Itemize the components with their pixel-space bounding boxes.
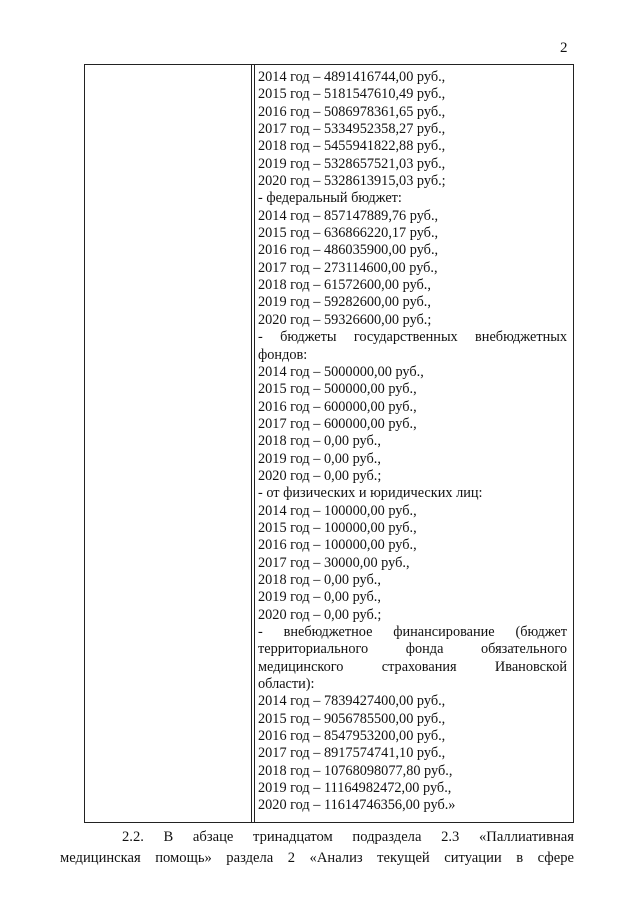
amount-line: 2014 год – 100000,00 руб., [258,502,417,519]
federal-heading: - федеральный бюджет: [258,190,402,207]
amount-line: 2015 год – 100000,00 руб., [258,519,417,536]
amount-line: 2016 год – 600000,00 руб., [258,398,417,415]
amount-line: 2018 год – 0,00 руб., [258,433,381,450]
amount-line: 2018 год – 10768098077,80 руб., [258,762,453,779]
page-number: 2 [560,40,568,56]
amount-line: 2014 год – 857147889,76 руб., [258,207,439,224]
amount-line: 2020 год – 11614746356,00 руб.» [258,797,456,814]
amount-line: 2019 год – 59282600,00 руб., [258,294,431,311]
funds-heading-cont: фондов: [258,346,308,363]
amount-line: 2017 год – 273114600,00 руб., [258,259,438,276]
amount-line: 2020 год – 59326600,00 руб.; [258,311,432,328]
amount-line: 2014 год – 5000000,00 руб., [258,363,424,380]
amount-line: 2019 год – 11164982472,00 руб., [258,780,452,797]
offbudget-heading: территориального фонда обязательного [258,641,567,658]
persons-heading: - от физических и юридических лиц: [258,485,483,502]
amount-line: 2016 год – 100000,00 руб., [258,537,417,554]
amount-line: 2016 год – 486035900,00 руб., [258,242,439,259]
amount-line: 2020 год – 5328613915,03 руб.; [258,173,446,190]
offbudget-heading: - внебюджетное финансирование (бюджет [258,624,567,640]
amount-line: 2015 год – 500000,00 руб., [258,381,417,398]
funds-heading: - бюджеты государственных внебюджетных [258,329,567,346]
funding-table [84,64,574,823]
amount-line: 2018 год – 61572600,00 руб., [258,277,431,294]
offbudget-heading: области): [258,676,315,693]
amount-line: 2019 год – 0,00 руб., [258,450,381,467]
amount-line: 2014 год – 4891416744,00 руб., [258,69,446,85]
column-divider [251,65,252,822]
amount-line: 2017 год – 5334952358,27 руб., [258,121,446,138]
amount-line: 2016 год – 5086978361,65 руб., [258,103,446,120]
amount-line: 2018 год – 5455941822,88 руб., [258,138,446,155]
paragraph-line: медицинская помощь» раздела 2 «Анализ текущей ситуации в сфере [60,850,574,866]
amount-line: 2017 год – 8917574741,10 руб., [258,745,446,762]
amount-line: 2014 год – 7839427400,00 руб., [258,693,446,710]
column-divider [254,65,255,822]
amount-line: 2020 год – 0,00 руб.; [258,606,382,623]
amount-line: 2018 год – 0,00 руб., [258,571,381,588]
paragraph-line: 2.2. В абзаце тринадцатом подраздела 2.3 «Паллиативная [122,829,574,845]
amount-line: 2020 год – 0,00 руб.; [258,467,382,484]
amount-line: 2017 год – 600000,00 руб., [258,415,417,432]
funding-cell [258,69,567,815]
amount-line: 2015 год – 9056785500,00 руб., [258,710,446,727]
amount-line: 2019 год – 0,00 руб., [258,589,381,606]
offbudget-heading: медицинского страхования Ивановской [258,658,567,675]
amount-line: 2016 год – 8547953200,00 руб., [258,728,446,745]
amount-line: 2017 год – 30000,00 руб., [258,554,410,571]
amount-line: 2019 год – 5328657521,03 руб., [258,155,446,172]
amount-line: 2015 год – 636866220,17 руб., [258,225,439,242]
amount-line: 2015 год – 5181547610,49 руб., [258,86,446,103]
